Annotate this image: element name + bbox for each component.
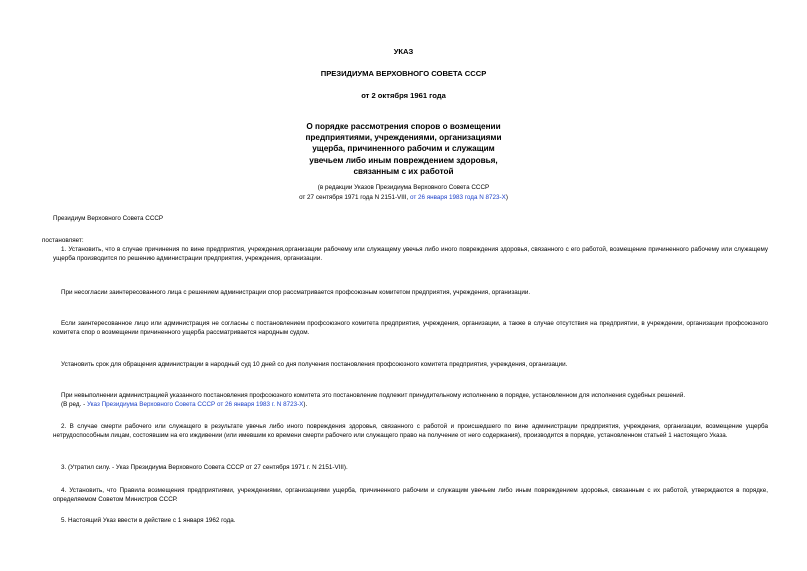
paragraph-7: 3. (Утратил силу. - Указ Президиума Верховного Совета СССР от 27 сентября 1971 г. N 2151-VIII). [61,464,348,471]
edition-link[interactable]: от 26 января 1983 года N 8723-X [410,193,506,201]
doc-date: от 2 октября 1961 года [361,91,446,100]
paragraph-1: 1. Установить, что в случае причинения по вине предприятия, учреждения,организации рабочему или служащему увечья либо иного повреждения здоровья, связанного с его работой, возмещение причиненного рабочему или служащему ущерба производится по решению администрации предприятия, учреждения, организации. [53,246,768,263]
paragraph-2: При несогласии заинтересованного лица с решением администрации спор рассматривается профсоюзным комитетом предприятия, учреждения, организации. [61,289,531,296]
paragraph-8: 4. Установить, что Правила возмещения предприятиями, учреждениями, организациями ущерба, причиненного рабочим и служащим увечьем либо иным повреждением здоровья, связанным с их работой, утверждаются в порядке, определяемом Советом Министров СССР. [53,487,768,504]
presidium-line: Президиум Верховного Совета СССР [53,215,164,222]
title-line: ущерба, причиненного рабочим и служащим [312,144,495,154]
paragraph-6: 2. В случае смерти рабочего или служащего в результате увечья либо иного повреждения здоровья, связанного с работой и происшедшего по вине администрации предприятия, учреждения, организации, возмещение ущерба нетрудоспособным лицам, состоявшим на его иждивении (или имевшим ко времени смерти рабочего или служащего право на получение от него содержания), производится в порядке, установленном статьей 1 настоящего Указа. [53,423,768,440]
doc-title [0,121,807,177]
edition-prefix: от 27 сентября 1971 года N 2151-VIII, [299,193,410,201]
note-prefix: (В ред. - [61,401,87,409]
edition-line: (в редакции Указов Президиума Верховного Совета СССР [317,184,490,191]
issuer: ПРЕЗИДИУМА ВЕРХОВНОГО СОВЕТА СССР [320,69,487,78]
note-link[interactable]: Указ Президиума Верховного Совета СССР от 26 января 1983 г. N 8723-X [86,401,304,409]
paragraph-3: Если заинтересованное лицо или администрация не согласны с постановлением профсоюзного комитета предприятия, учреждения, организации, а также в случае отсутствия на предприятии, в учреждении, организации профсоюзного комитета спор о возмещении причиненного ущерба рассматривается народным судом. [53,320,768,337]
edition-note [0,183,807,202]
doc-type: УКАЗ [393,47,414,56]
edition-line [0,193,807,203]
title-line: увечьем либо иным повреждением здоровья, [309,155,498,165]
paragraph-5-note [53,400,768,409]
note-suffix: ). [303,401,308,409]
title-line: О порядке рассмотрения споров о возмещении [306,122,501,131]
edition-suffix: ) [505,193,508,201]
paragraph-4: Установить срок для обращения администрации в народный суд 10 дней со дня получения постановления профсоюзного комитета предприятия, учреждения, организации. [61,361,568,368]
paragraph-5-text: При невыполнении администрацией указанного постановления профсоюзного комитета это постановление подлежит принудительному исполнению в порядке, установленном для исполнения судебных решений. [61,392,686,399]
title-line: связанным с их работой [353,166,454,176]
decrees-line: постановляет: [42,237,84,244]
title-line: предприятиями, учреждениями, организациями [305,133,502,143]
paragraph-5 [53,391,768,409]
paragraph-9: 5. Настоящий Указ ввести в действие с 1 января 1962 года. [61,517,236,524]
